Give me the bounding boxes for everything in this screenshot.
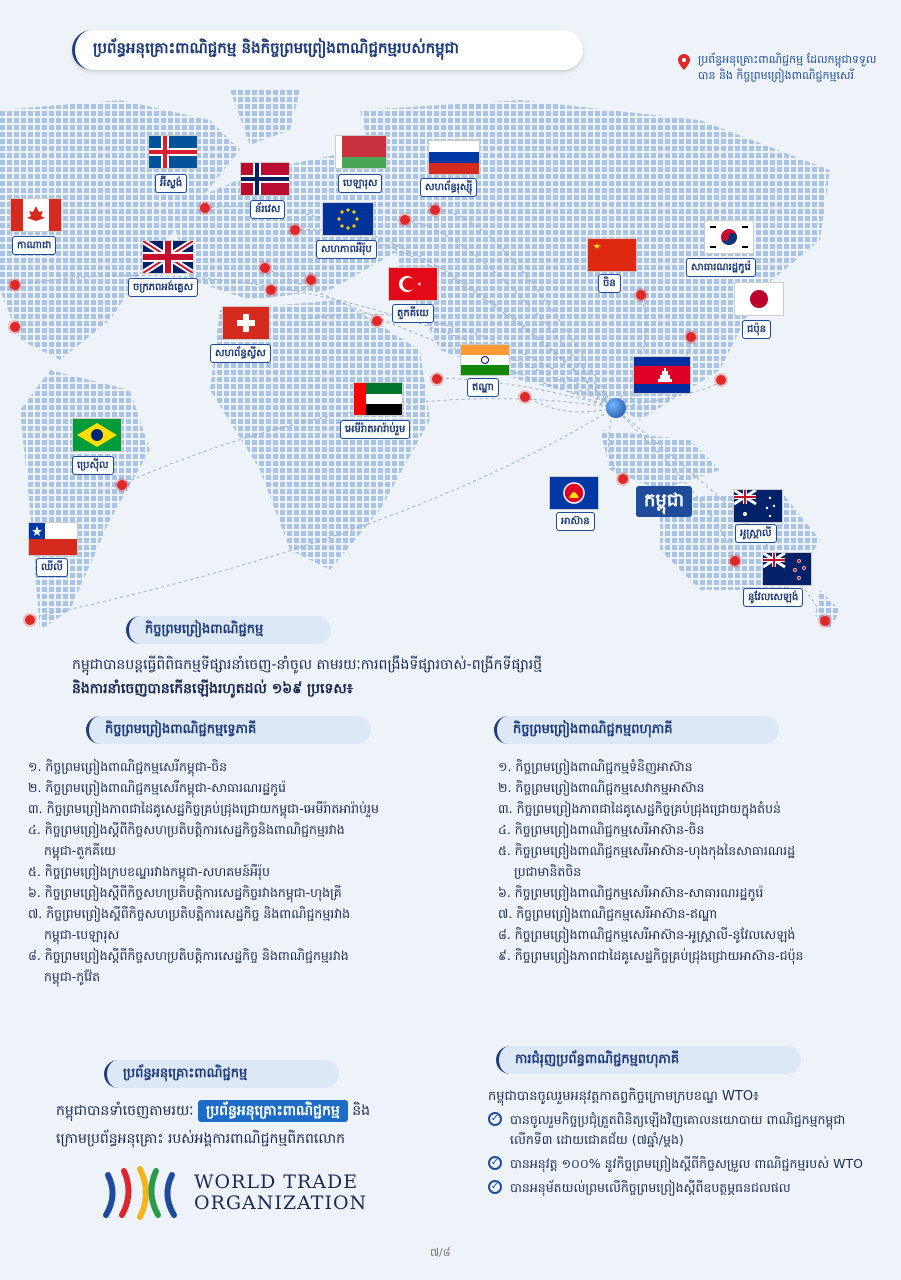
list-item: ៩. កិច្ចព្រមព្រៀងភាពជាដៃគូសេដ្ឋកិច្ចគ្រប់ជ្រុងជ្រោយអាស៊ាន-ជប៉ុន [498, 948, 804, 963]
list-item: ៤. កិច្ចព្រមព្រៀងពាណិជ្ជកម្មសេរីអាស៊ាន-ចិន [498, 822, 705, 837]
label-asean: អាស៊ាន [556, 512, 595, 531]
check-icon: ✓ [488, 1180, 502, 1194]
flag-norway-icon [240, 162, 290, 196]
label-newzealand: នូវែលសេឡង់ [743, 588, 803, 607]
flag-belarus-icon [335, 135, 387, 169]
promotion-intro: កម្ពុជាបានចូលរួមអនុវត្តកាតព្វកិច្ចក្រោមក្របខណ្ឌ WTO៖ [488, 1089, 759, 1104]
label-cambodia: កម្ពុជា [636, 486, 692, 517]
page-title: ប្រព័ន្ធអនុគ្រោះពាណិជ្ជកម្ម និងកិច្ចព្រមព្រៀងពាណិជ្ជកម្មរបស់កម្ពុជា [72, 30, 583, 70]
label-canada: កាណាដា [12, 236, 56, 255]
flag-india-icon [460, 344, 510, 376]
label-russia: សហព័ន្ធរុស្ស៊ី [420, 178, 477, 197]
flag-asean-icon [549, 476, 599, 510]
list-item: ✓ បានចូលរួមកិច្ចប្រជុំត្រួតពិនិត្យឡើងវិញគោលនយោបាយ ពាណិជ្ជកម្មកម្ពុជា លើកទី៣ ដោយជោគជ័យ (៧ឆ្នាំ/ម្តង) [488, 1110, 888, 1150]
label-brazil: ប្រេស៊ីល [72, 456, 114, 475]
flag-switzerland-icon [222, 306, 270, 340]
trade-agreement-heading: កិច្ចព្រមព្រៀងពាណិជ្ជកម្ម [126, 616, 331, 644]
pin-china [636, 290, 646, 300]
pin-india [520, 392, 530, 402]
promotion-list [488, 1110, 888, 1202]
preference-text-1: កម្ពុជាបានទាំចេញតាមរយៈ ប្រព័ន្ធអនុគ្រោះពាណិជ្ជកម្ម និង [56, 1100, 476, 1122]
check-icon: ✓ [488, 1156, 502, 1170]
label-switzerland: សហព័ន្ធស្វីស [210, 344, 271, 363]
pin-japan [716, 375, 726, 385]
list-item: ១. កិច្ចព្រមព្រៀងពាណិជ្ជកម្មសេរីកម្ពុជា-ចិន [28, 759, 228, 774]
pin-uae [432, 374, 442, 384]
trade-agreement-text-2: និងការនាំចេញបានកើនឡើងរហូតដល់ ១៦៩ ប្រទេស៖ [72, 681, 353, 697]
trade-agreement-text-1: កម្ពុជាបានបន្តធ្វើពិពិធកម្មទីផ្សារនាំចេញ-នាំចូល តាមរយៈការពង្រឹងទីផ្សារចាស់-ពង្រីកទីផ្សារថ្មី [72, 657, 543, 673]
pin-extra-1 [10, 322, 20, 332]
legend-text: ប្រព័ន្ធអនុគ្រោះពាណិជ្ជកម្ម ដែលកម្ពុជាទទួលបាន និង កិច្ចព្រមព្រៀងពាណិជ្ជកម្មសេរី [698, 53, 877, 82]
flag-russia-icon [428, 140, 480, 175]
list-item: កម្ពុជា-កូវ៉ែត [44, 969, 101, 984]
flag-brazil-icon [72, 418, 122, 452]
label-uae: អេមីរ៉ាតអារ៉ាប់រួម [340, 420, 410, 439]
pin-iceland [200, 203, 210, 213]
list-item: ✓ បានអនុម័តយល់ព្រមលើកិច្ចព្រមព្រៀងស្តីពីឧបត្ថម្ភធនជលផល [488, 1178, 888, 1198]
label-india: ឥណ្ឌា [467, 378, 499, 397]
list-item: ៥. កិច្ចព្រមព្រៀងពាណិជ្ជកម្មសេរីអាស៊ាន-ហុងកុងនៃសាធារណរដ្ឋ [498, 843, 796, 858]
list-item: ៣. កិច្ចព្រមព្រៀងភាពជាដៃគូសេដ្ឋកិច្ចគ្រប់ជ្រុងជ្រោយក្នុងតំបន់ [498, 801, 781, 816]
flag-cambodia-icon [633, 356, 691, 394]
page-number: ៧/៨ [430, 1246, 451, 1259]
label-uk: ចក្រភពអង់គ្លេស [128, 278, 198, 297]
pin-eu [306, 275, 316, 285]
label-iceland: អ៊ីស្លង់ [155, 174, 187, 193]
pin-australia [730, 556, 740, 566]
flag-turkey-icon [388, 267, 438, 301]
flag-chile-icon [28, 522, 78, 556]
wto-logo-icon [100, 1165, 180, 1221]
label-australia: អូស្ត្រាលី [735, 524, 777, 543]
list-item: ៦. កិច្ចព្រមព្រៀងស្តីពីកិច្ចសហប្រតិបត្តិការសេដ្ឋកិច្ចរវាងកម្ពុជា-ហុងគ្រី [28, 885, 342, 900]
flag-china-icon [587, 238, 637, 272]
list-item: ២. កិច្ចព្រមព្រៀងពាណិជ្ជកម្មសេរីកម្ពុជា-សាធារណរដ្ឋកូរ៉េ [28, 780, 287, 795]
label-chile: ឈីលី [36, 558, 68, 577]
flag-korea-icon [704, 220, 754, 254]
bilateral-heading: កិច្ចព្រមព្រៀងពាណិជ្ជកម្មទ្វេភាគី [86, 716, 371, 744]
bilateral-list [28, 756, 468, 987]
flag-australia-icon [733, 489, 783, 523]
map-legend [680, 52, 880, 84]
list-item: ១. កិច្ចព្រមព្រៀងពាណិជ្ជកម្មទំនិញអាស៊ាន [498, 759, 693, 774]
list-item: ២. កិច្ចព្រមព្រៀងពាណិជ្ជកម្មសេវាកម្មអាស៊ាន [498, 780, 705, 795]
pin-switzerland [266, 285, 276, 295]
multilateral-heading: កិច្ចព្រមព្រៀងពាណិជ្ជកម្មពហុភាគី [494, 716, 779, 744]
pin-chile [25, 615, 35, 625]
wto-name-line-1: WORLD TRADE [194, 1171, 359, 1193]
list-item: កម្ពុជា-តួកគីយេ [44, 843, 116, 858]
pin-uk [260, 263, 270, 273]
south-america-shape [20, 370, 150, 630]
label-turkey: តួកគីយេ [392, 304, 434, 323]
world-map [0, 90, 901, 650]
flag-eu-icon [322, 202, 374, 236]
pin-korea [686, 332, 696, 342]
list-item: ៧. កិច្ចព្រមព្រៀងស្តីពីកិច្ចសហប្រតិបត្តិការសេដ្ឋកិច្ច និងពាណិជ្ជកម្មរវាង [28, 906, 351, 921]
preference-highlight: ប្រព័ន្ធអនុគ្រោះពាណិជ្ជកម្ម [198, 1100, 348, 1122]
list-item: ៨. កិច្ចព្រមព្រៀងពាណិជ្ជកម្មសេរីអាស៊ាន-អូស្ត្រាលី-នូវែលសេឡង់ [498, 927, 796, 942]
map-pin-icon [678, 54, 690, 70]
pin-canada [10, 280, 20, 290]
pin-turkey [372, 316, 382, 326]
flag-newzealand-icon [762, 552, 812, 586]
list-item: ៦. កិច្ចព្រមព្រៀងពាណិជ្ជកម្មសេរីអាស៊ាន-សាធារណរដ្ឋកូរ៉េ [498, 885, 764, 900]
pin-russia [430, 205, 440, 215]
label-korea: សាធារណរដ្ឋកូរ៉េ [686, 258, 756, 277]
list-item: ៥. កិច្ចព្រមព្រៀងក្របខណ្ឌរវាងកម្ពុជា-សហគមន៍អឺរ៉ុប [28, 864, 270, 879]
list-item: ប្រជាមានិតចិន [514, 864, 582, 879]
preference-heading: ប្រព័ន្ធអនុគ្រោះពាណិជ្ជកម្ម [104, 1060, 339, 1088]
label-belarus: បេឡារុស [338, 174, 382, 193]
greenland-shape [230, 90, 300, 145]
list-item: ✓ បានអនុវត្ត ១០០% នូវកិច្ចព្រមព្រៀងស្តីពីកិច្ចសម្រួល ពាណិជ្ជកម្មរបស់ WTO [488, 1154, 888, 1174]
label-norway: ន័រវេស [250, 200, 285, 219]
flag-japan-icon [734, 282, 784, 316]
list-item: ៨. កិច្ចព្រមព្រៀងស្តីពីកិច្ចសហប្រតិបត្តិការសេដ្ឋកិច្ច និងពាណិជ្ជកម្មរវាង [28, 948, 349, 963]
list-item: ៤. កិច្ចព្រមព្រៀងស្តីពីកិច្ចសហប្រតិបត្តិការសេដ្ឋកិច្ចនិងពាណិជ្ជកម្មរវាង [28, 822, 345, 837]
flag-uk-icon [142, 240, 194, 274]
pin-newzealand [820, 616, 830, 626]
list-item: ៣. កិច្ចព្រមព្រៀងភាពជាដៃគូសេដ្ឋកិច្ចគ្រប់ជ្រុងជ្រោយកម្ពុជា-អេមីរ៉ាតអារ៉ាប់រួម [28, 801, 379, 816]
preference-text-2: ក្រោមប្រព័ន្ធអនុគ្រោះ របស់អង្គការពាណិជ្ជកម្មពិភពលោក [56, 1131, 346, 1147]
pin-brazil [117, 480, 127, 490]
label-japan: ជប៉ុន [742, 320, 771, 339]
flag-iceland-icon [148, 135, 198, 169]
pin-asean [618, 474, 628, 484]
cambodia-globe-icon [606, 398, 626, 418]
wto-name-line-2: ORGANIZATION [194, 1192, 368, 1214]
multilateral-list [498, 756, 893, 966]
pin-belarus [400, 215, 410, 225]
label-eu: សហភាពអឺរ៉ុប [316, 240, 377, 259]
flag-uae-icon [353, 382, 403, 416]
label-china: ចិន [598, 274, 621, 293]
list-item: ៧. កិច្ចព្រមព្រៀងពាណិជ្ជកម្មសេរីអាស៊ាន-ឥណ្ឌា [498, 906, 718, 921]
check-icon: ✓ [488, 1112, 502, 1126]
pin-norway [290, 225, 300, 235]
list-item: កម្ពុជា-បេឡារុស [44, 927, 120, 942]
flag-canada-icon [10, 198, 62, 232]
wto-logo [100, 1165, 367, 1221]
promotion-heading: ការជំរុញប្រព័ន្ធពាណិជ្ជកម្មពហុភាគី [496, 1046, 801, 1074]
